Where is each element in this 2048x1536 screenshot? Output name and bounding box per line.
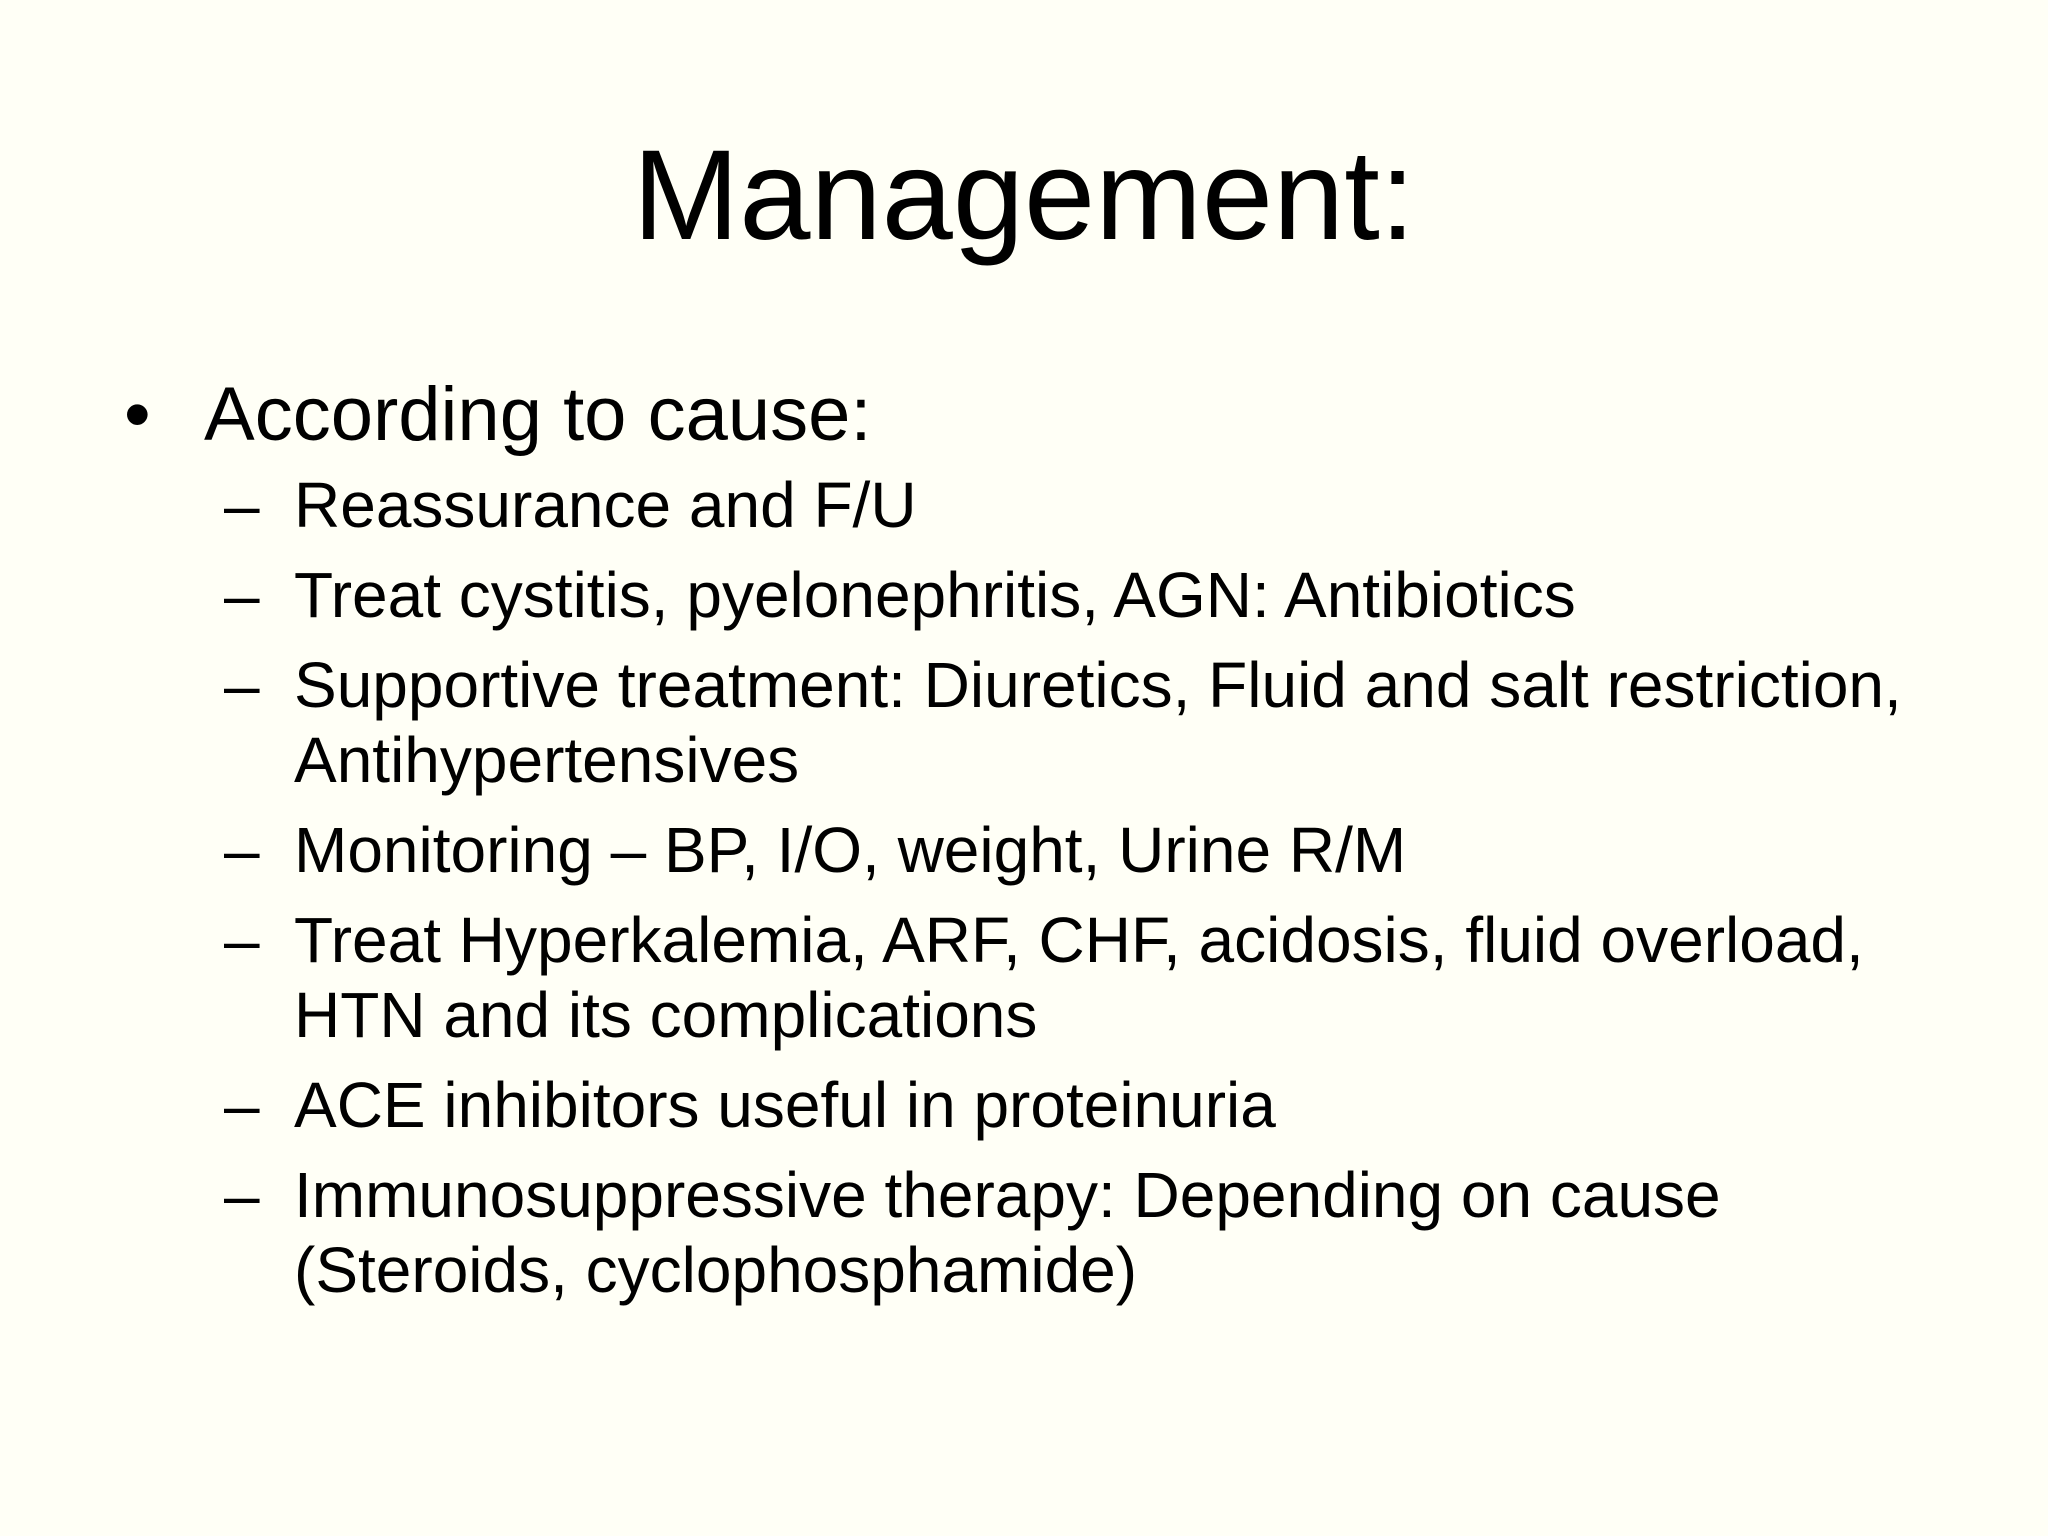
sub-bullet-text: Supportive treatment: Diuretics, Fluid and salt restriction, Antihypertensives xyxy=(294,649,1902,796)
sub-bullet-text: ACE inhibitors useful in proteinuria xyxy=(294,1069,1276,1141)
sub-bullet-item xyxy=(124,468,1924,543)
dash-marker: – xyxy=(224,559,260,631)
bullet-marker: • xyxy=(124,372,151,457)
bullet-text: According to cause: xyxy=(204,372,872,457)
slide-title: Management: xyxy=(632,124,1416,267)
slide-content xyxy=(124,372,1924,1323)
sub-bullet-text: Reassurance and F/U xyxy=(294,469,917,541)
sub-bullet-item xyxy=(124,648,1924,798)
sub-bullet-item xyxy=(124,1068,1924,1143)
dash-marker: – xyxy=(224,904,260,976)
sub-bullet-item xyxy=(124,1158,1924,1308)
sub-bullet-text: Treat cystitis, pyelonephritis, AGN: Antibiotics xyxy=(294,559,1576,631)
dash-marker: – xyxy=(224,814,260,886)
dash-marker: – xyxy=(224,469,260,541)
sub-bullet-text: Monitoring – BP, I/O, weight, Urine R/M xyxy=(294,814,1407,886)
bullet-item xyxy=(124,372,1924,458)
sub-bullet-item xyxy=(124,903,1924,1053)
sub-bullet-list xyxy=(124,468,1924,1308)
dash-marker: – xyxy=(224,1069,260,1141)
sub-bullet-text: Treat Hyperkalemia, ARF, CHF, acidosis, fluid overload, HTN and its complications xyxy=(294,904,1864,1051)
sub-bullet-item xyxy=(124,813,1924,888)
sub-bullet-text: Immunosuppressive therapy: Depending on cause (Steroids, cyclophosphamide) xyxy=(294,1159,1721,1306)
sub-bullet-item xyxy=(124,558,1924,633)
dash-marker: – xyxy=(224,649,260,721)
dash-marker: – xyxy=(224,1159,260,1231)
